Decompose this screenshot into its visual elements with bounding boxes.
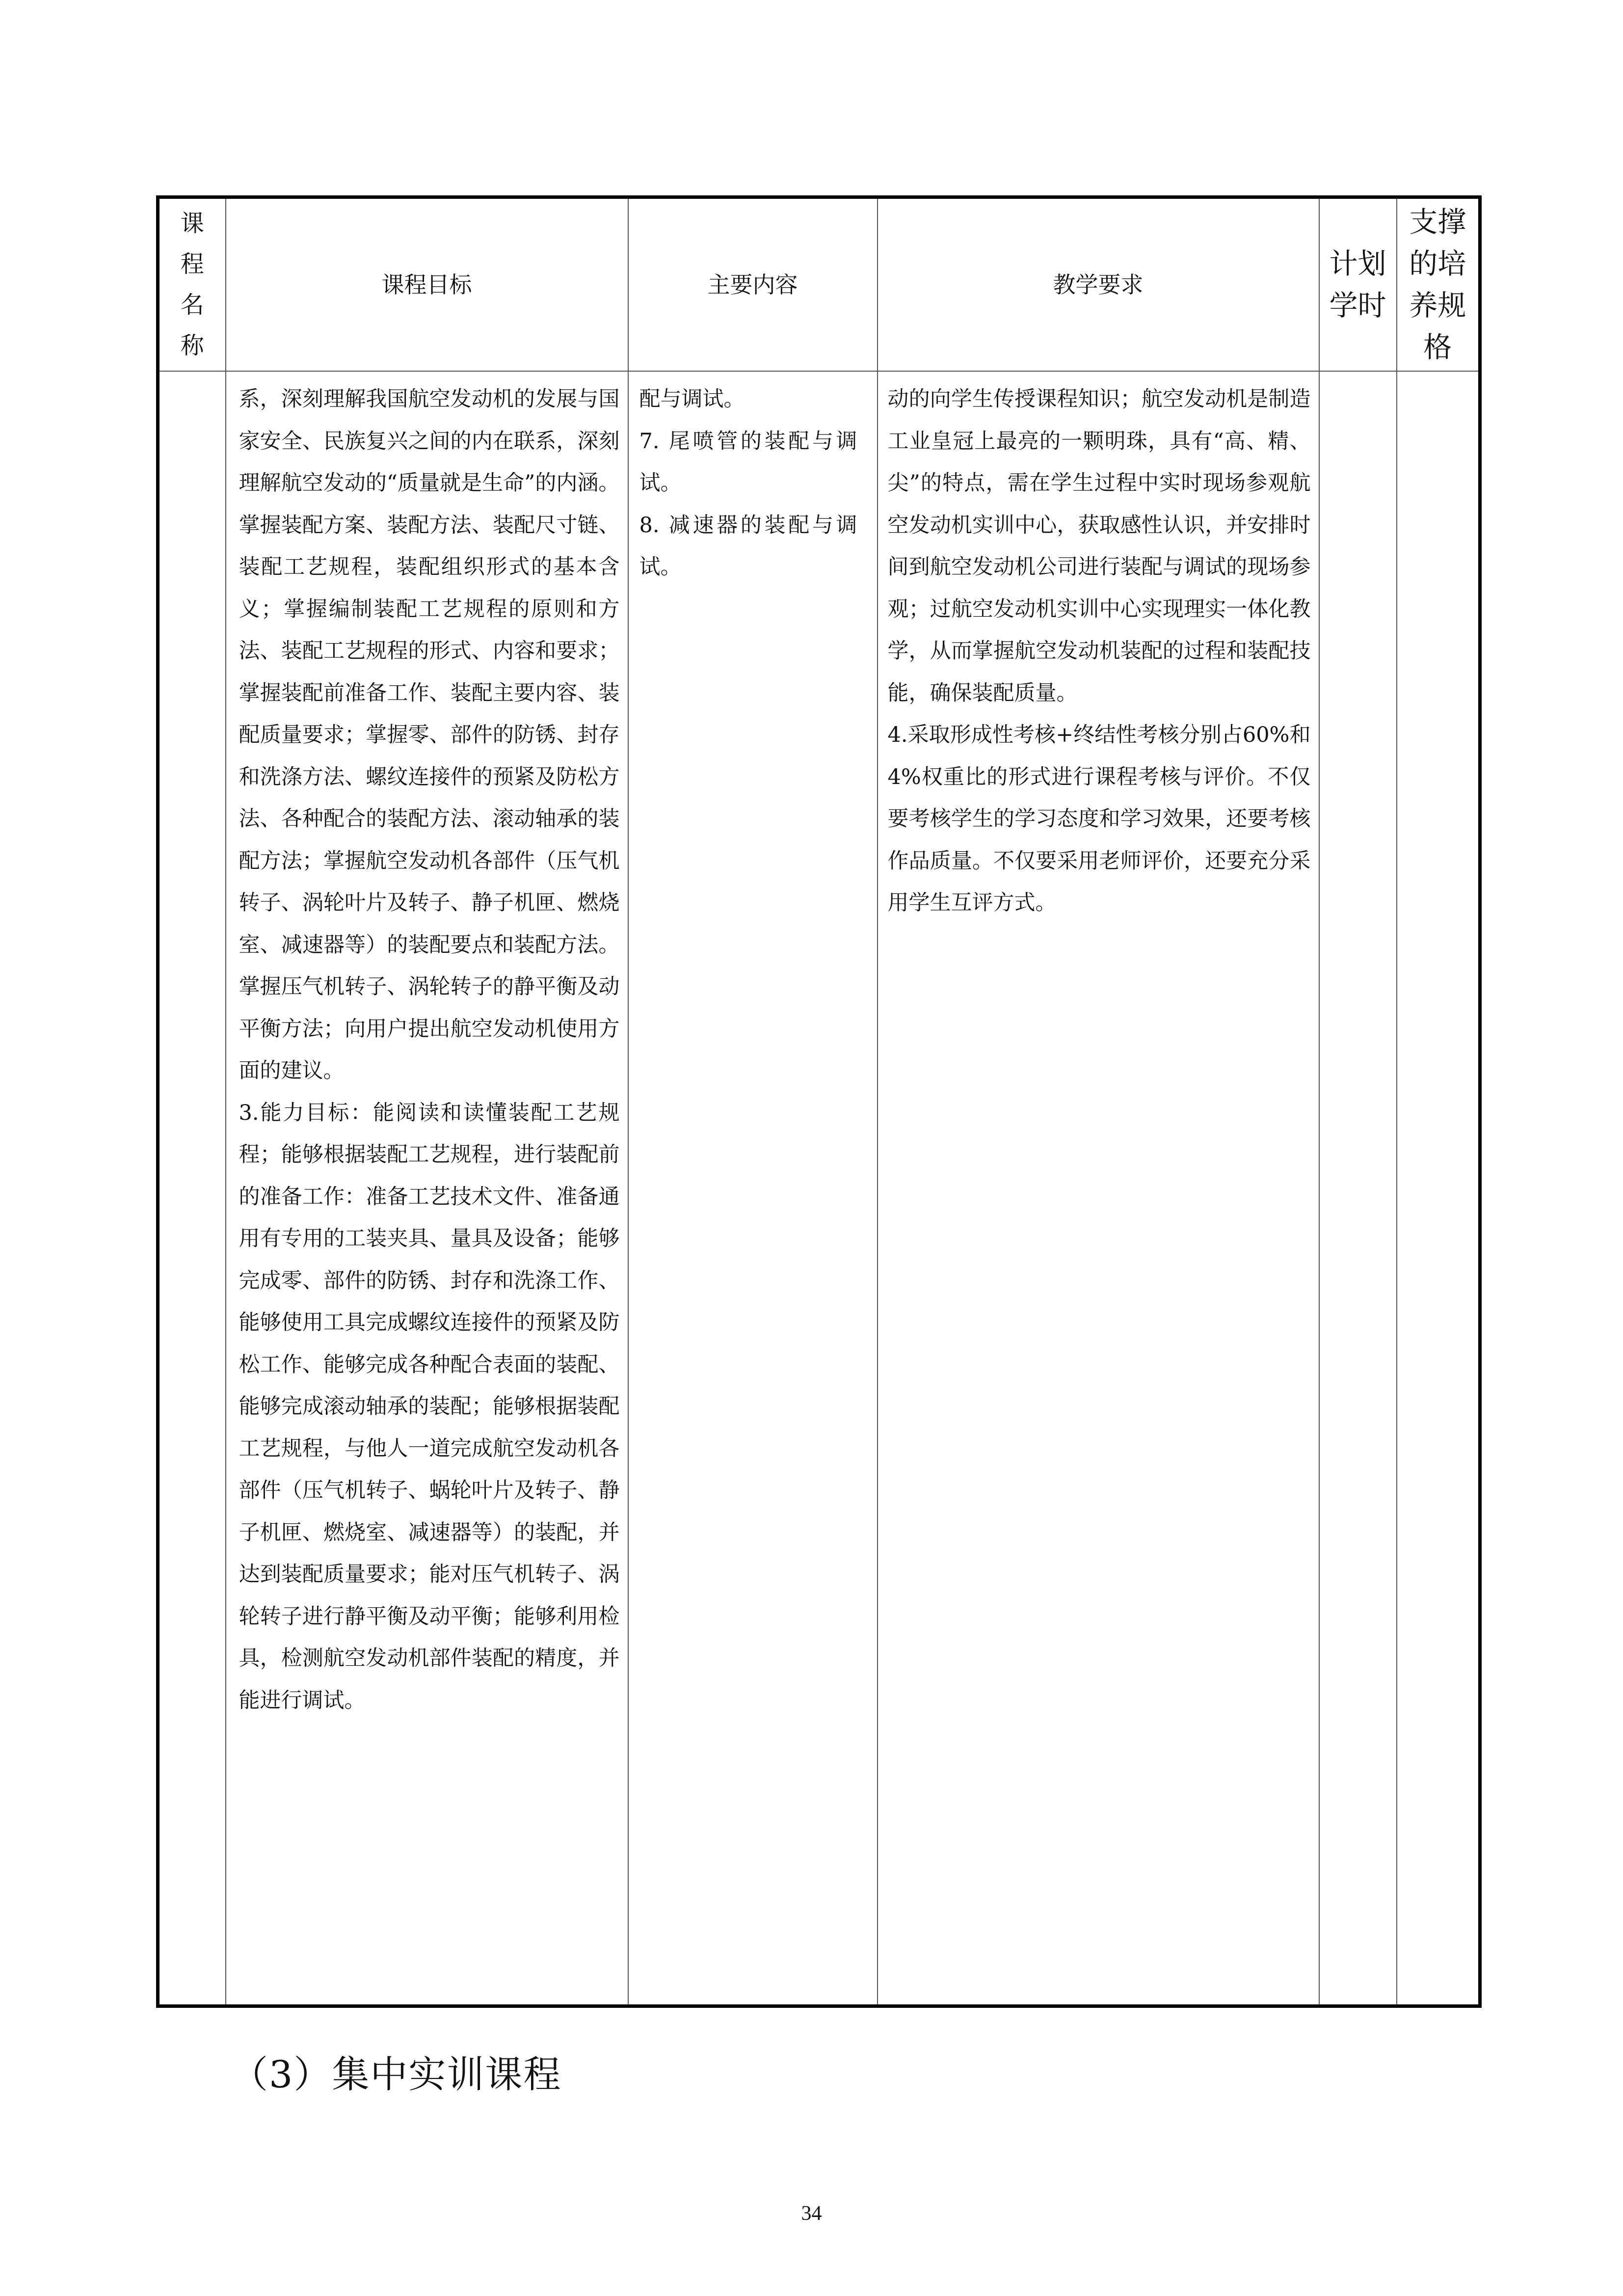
header-row [158, 197, 1480, 372]
page-number: 34 [801, 2202, 822, 2225]
content-item: 8. 减速器的装配与调试。 [639, 513, 857, 579]
header-hours-label: 计划学时 [1329, 247, 1386, 322]
header-content [628, 197, 878, 372]
cell-support [1397, 371, 1480, 2006]
header-objectives-label: 课程目标 [381, 271, 472, 298]
course-name-text [160, 372, 225, 378]
cell-course-name [158, 371, 226, 2006]
header-requirements-label: 教学要求 [1053, 271, 1144, 298]
objectives-paragraph: 3.能力目标：能阅读和读懂装配工艺规程；能够根据装配工艺规程，进行装配前的准备工作：准备工艺技术文件、准备通用有专用的工装夹具、量具及设备；能够完成零、部件的防锈、封存和洗涤工作、能够使用工具完成螺纹连接件的预紧及防松工作、能够完成各种配合表面的装配、能够完成滚动轴承的装配；能够根据装配工艺规程，与他人一道完成航空发动机各部件（压气机转子、蜗轮叶片及转子、静子机匣、燃烧室、减速器等）的装配，并达到装配质量要求；能对压气机转子、涡轮转子进行静平衡及动平衡；能够利用检具，检测航空发动机部件装配的精度，并能进行调试。 [239, 1100, 620, 1713]
header-requirements [878, 197, 1319, 372]
support-text [1397, 372, 1479, 378]
hours-text [1320, 372, 1396, 378]
objectives-paragraph: 系，深刻理解我国航空发动机的发展与国家安全、民族复兴之间的内在联系，深刻理解航空发动的“质量就是生命”的内涵。掌握装配方案、装配方法、装配尺寸链、装配工艺规程，装配组织形式的基本含义；掌握编制装配工艺规程的原则和方法、装配工艺规程的形式、内容和要求；掌握装配前准备工作、装配主要内容、装配质量要求；掌握零、部件的防锈、封存和洗涤方法、螺纹连接件的预紧及防松方法、各种配合的装配方法、滚动轴承的装配方法；掌握航空发动机各部件（压气机转子、涡轮叶片及转子、静子机匣、燃烧室、减速器等）的装配要点和装配方法。掌握压气机转子、涡轮转子的静平衡及动平衡方法；向用户提出航空发动机使用方面的建议。 [239, 387, 620, 1083]
content-item: 7. 尾喷管的装配与调试。 [639, 429, 857, 495]
cell-content [628, 371, 878, 2006]
course-table [156, 195, 1482, 2008]
header-objectives [226, 197, 628, 372]
cell-requirements [878, 371, 1319, 2006]
header-support-label: 支撑的培养规格 [1409, 205, 1466, 364]
cell-hours [1319, 371, 1397, 2006]
header-support [1397, 197, 1480, 372]
section-heading: （3）集中实训课程 [231, 2053, 562, 2096]
requirements-paragraph: 动的向学生传授课程知识；航空发动机是制造工业皇冠上最亮的一颗明珠，具有“高、精、尖”的特点，需在学生过程中实时现场参观航空发动机实训中心，获取感性认识，并安排时间到航空发动机公司进行装配与调试的现场参观；过航空发动机实训中心实现理实一体化教学，从而掌握航空发动机装配的过程和装配技能，确保装配质量。 [887, 387, 1311, 705]
content-item: 配与调试。 [639, 387, 745, 411]
header-hours [1319, 197, 1397, 372]
requirements-paragraph: 4.采取形成性考核+终结性考核分别占60%和4%权重比的形式进行课程考核与评价。不仅要考核学生的学习态度和学习效果，还要考核作品质量。不仅要采用老师评价，还要充分采用学生互评方式。 [887, 723, 1311, 915]
header-content-label: 主要内容 [707, 271, 798, 298]
header-course-name-label: 课程名称 [180, 210, 204, 359]
cell-objectives [226, 371, 628, 2006]
table-row [158, 371, 1480, 2006]
header-course-name [158, 197, 226, 372]
